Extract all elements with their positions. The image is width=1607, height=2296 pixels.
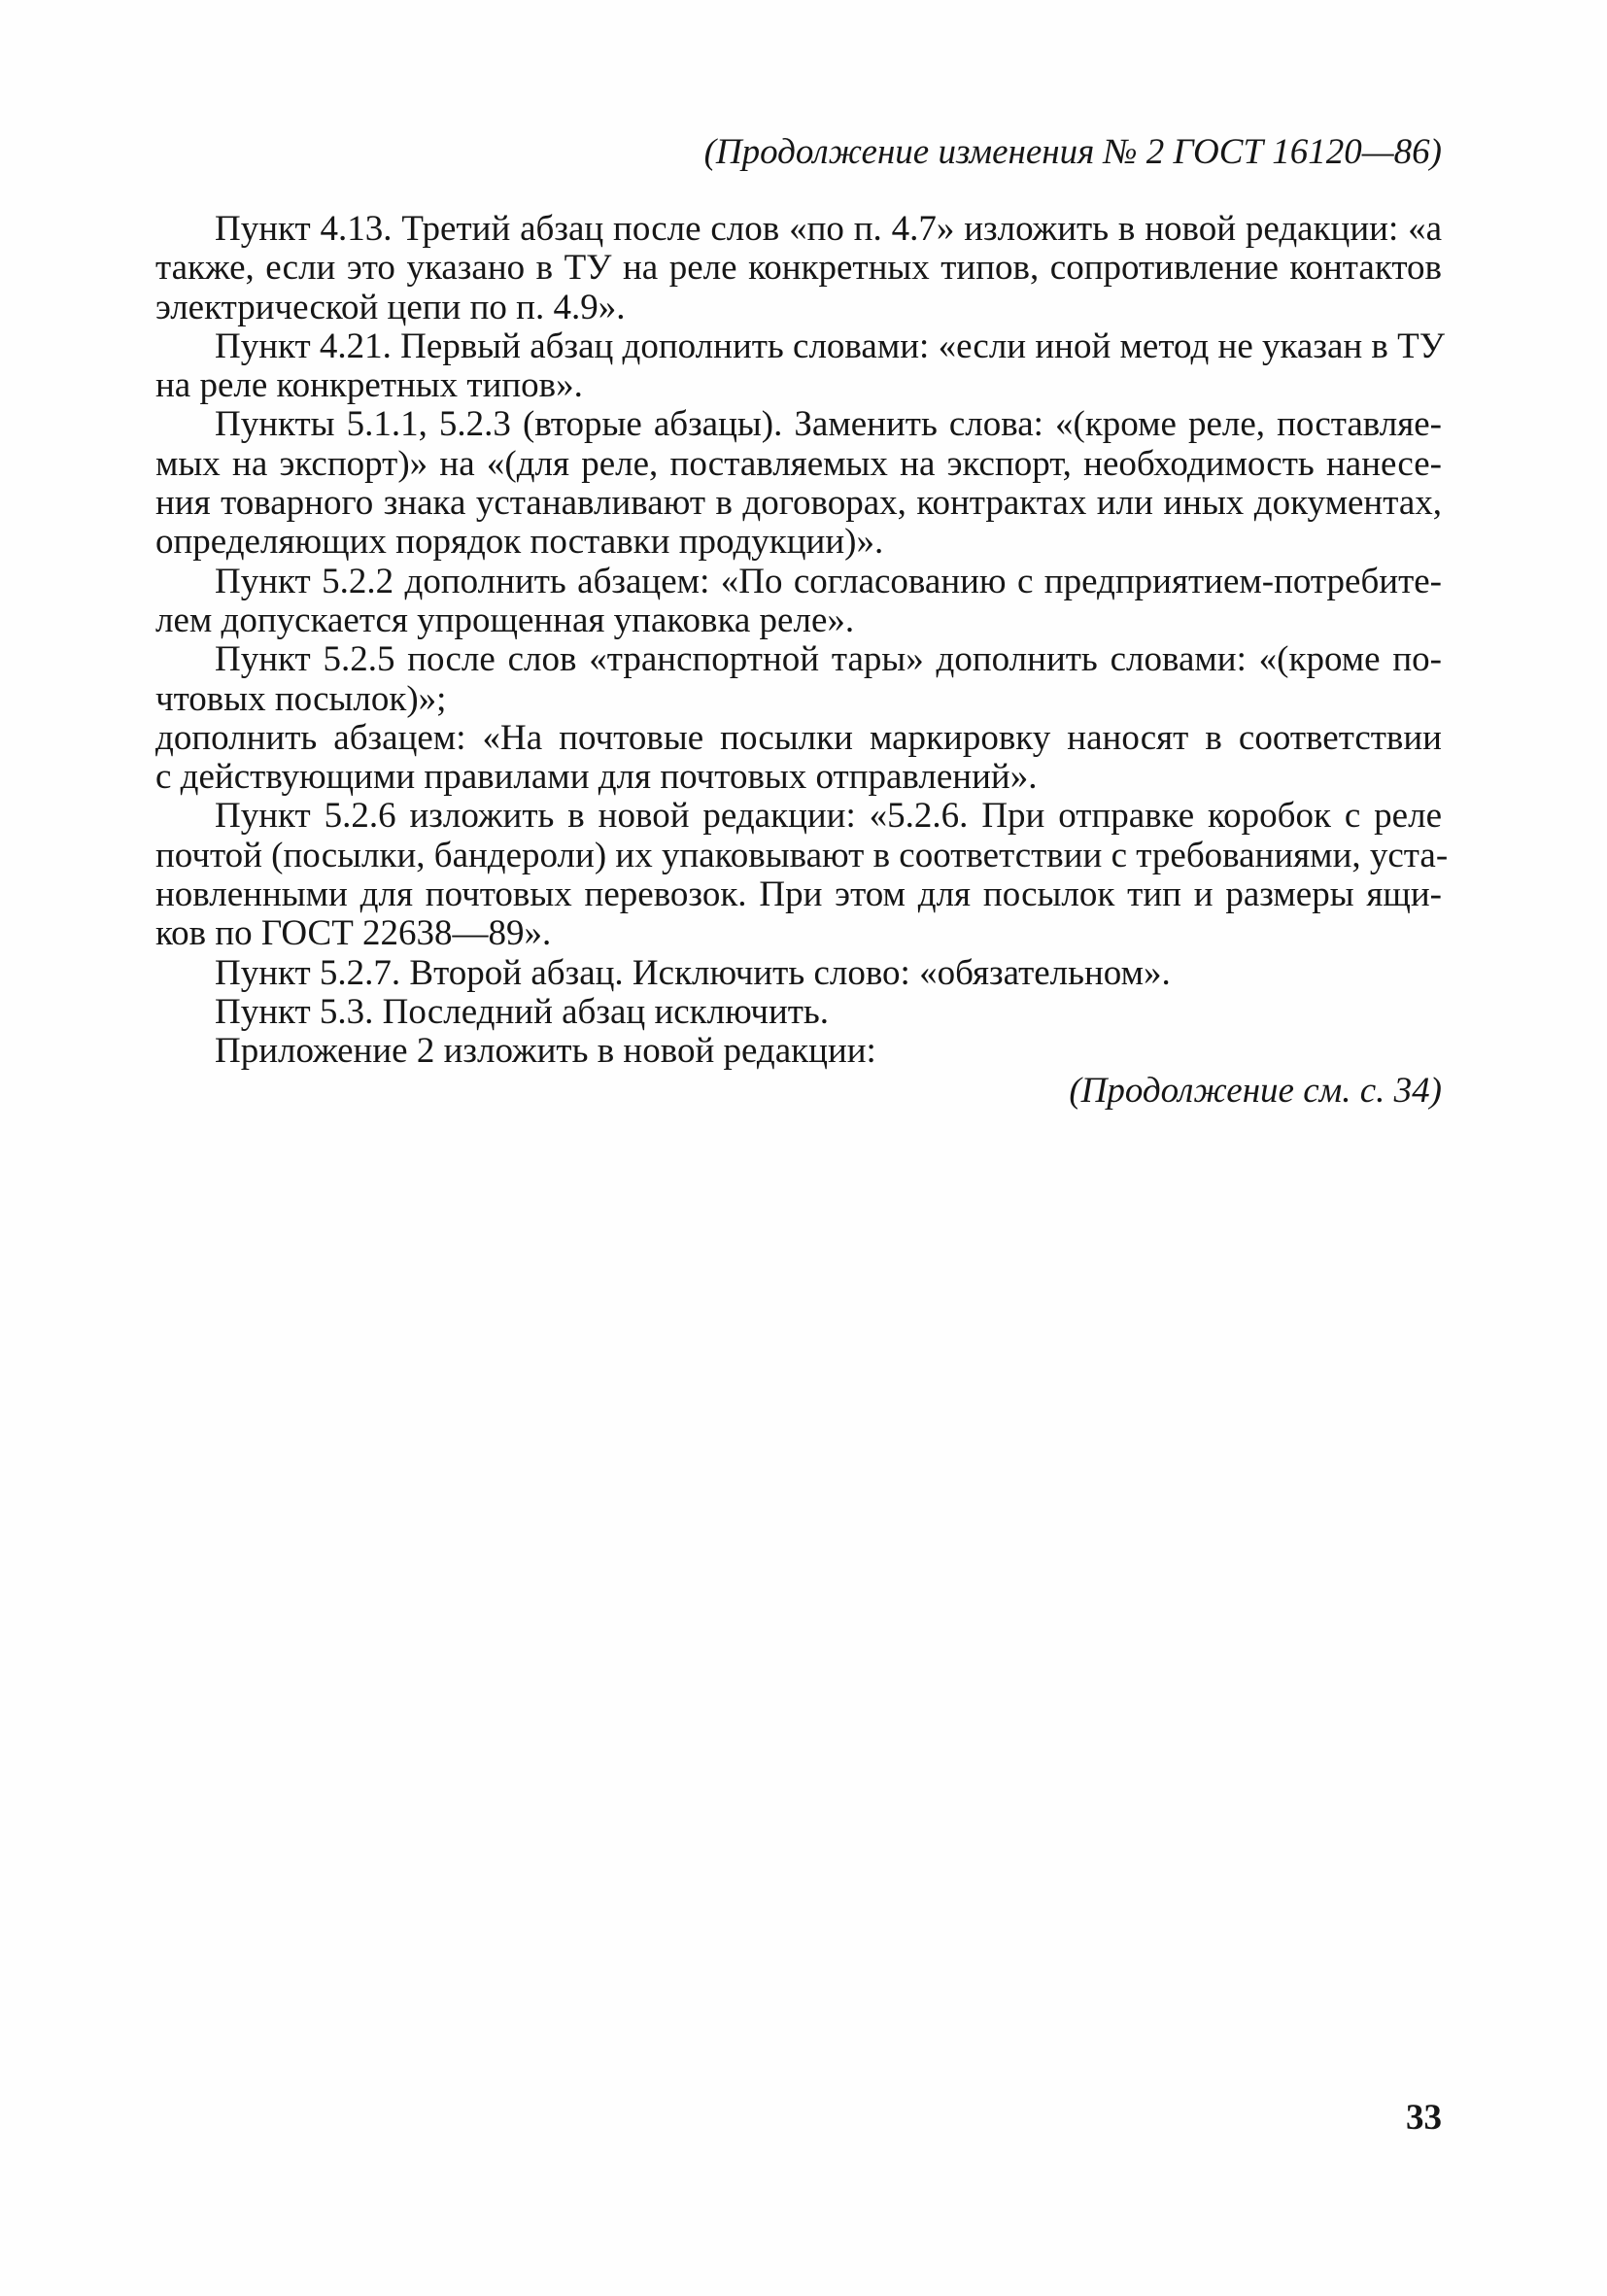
paragraph-5-3 <box>155 993 1442 1032</box>
text-line: ков по ГОСТ 22638—89». <box>155 913 552 954</box>
text-line: Пункт 5.2.2 дополнить абзацем: «По согласованию с предприятием-потребите- <box>215 561 1442 601</box>
paragraph-5-2-2 <box>155 563 1442 641</box>
text-line: определяющих порядок поставки продукции)». <box>155 522 884 563</box>
continuation-note: (Продолжение см. с. 34) <box>1069 1071 1442 1111</box>
text-line: Пункт 4.13. Третий абзац после слов «по п. 4.7» изложить в новой редакции: «а <box>215 209 1442 249</box>
text-line: с действующими правилами для почтовых отправлений». <box>155 757 1038 798</box>
text-line: ния товарного знака устанавливают в договорах, контрактах или иных документах, <box>155 483 1442 524</box>
text-line: чтовых посылок)»; <box>155 678 447 719</box>
text-line: новленными для почтовых перевозок. При этом для посылок тип и размеры ящи- <box>155 874 1442 915</box>
text-line: Пункт 5.2.7. Второй абзац. Исключить слово: «обязательном». <box>215 952 1171 993</box>
text-line: лем допускается упрощенная упаковка реле». <box>155 600 855 640</box>
text-line: Пункт 5.2.6 изложить в новой редакции: «5.2.6. При отправке коробок с реле <box>215 796 1442 837</box>
paragraph-5-2-5-addition <box>155 719 1442 798</box>
document-body <box>155 209 1449 1072</box>
paragraph-5-2-6 <box>155 796 1449 954</box>
text-line: Пункт 5.3. Последний абзац исключить. <box>215 991 830 1032</box>
paragraph-5-1-1 <box>155 405 1442 562</box>
text-line: дополнить абзацем: «На почтовые посылки маркировку наносят в соответствии <box>155 717 1442 758</box>
text-line: Приложение 2 изложить в новой редакции: <box>215 1031 876 1072</box>
text-line: мых на экспорт)» на «(для реле, поставляемых на экспорт, необходимость нанесе- <box>155 443 1442 484</box>
text-line: почтой (посылки, бандероли) их упаковывают в соответствии с требованиями, уста- <box>155 835 1449 875</box>
text-line: также, если это указано в ТУ на реле конкретных типов, сопротивление контактов <box>155 248 1442 289</box>
text-line: Пункт 4.21. Первый абзац дополнить словами: «если иной метод не указан в ТУ <box>215 326 1445 366</box>
text-line: электрической цепи по п. 4.9». <box>155 287 626 327</box>
paragraph-appendix-2 <box>155 1032 1442 1071</box>
text-line: Пункт 5.2.5 после слов «транспортной тары» дополнить словами: «(кроме по- <box>215 639 1442 680</box>
page-number: 33 <box>1406 2098 1442 2138</box>
paragraph-4-21 <box>155 326 1445 406</box>
paragraph-4-13 <box>155 210 1442 327</box>
text-line: на реле конкретных типов». <box>155 365 583 406</box>
page-header: (Продолжение изменения № 2 ГОСТ 16120—86) <box>703 132 1442 172</box>
paragraph-5-2-7 <box>155 954 1442 993</box>
paragraph-5-2-5 <box>155 640 1442 719</box>
text-line: Пункты 5.1.1, 5.2.3 (вторые абзацы). Заменить слова: «(кроме реле, поставляе- <box>215 404 1442 445</box>
